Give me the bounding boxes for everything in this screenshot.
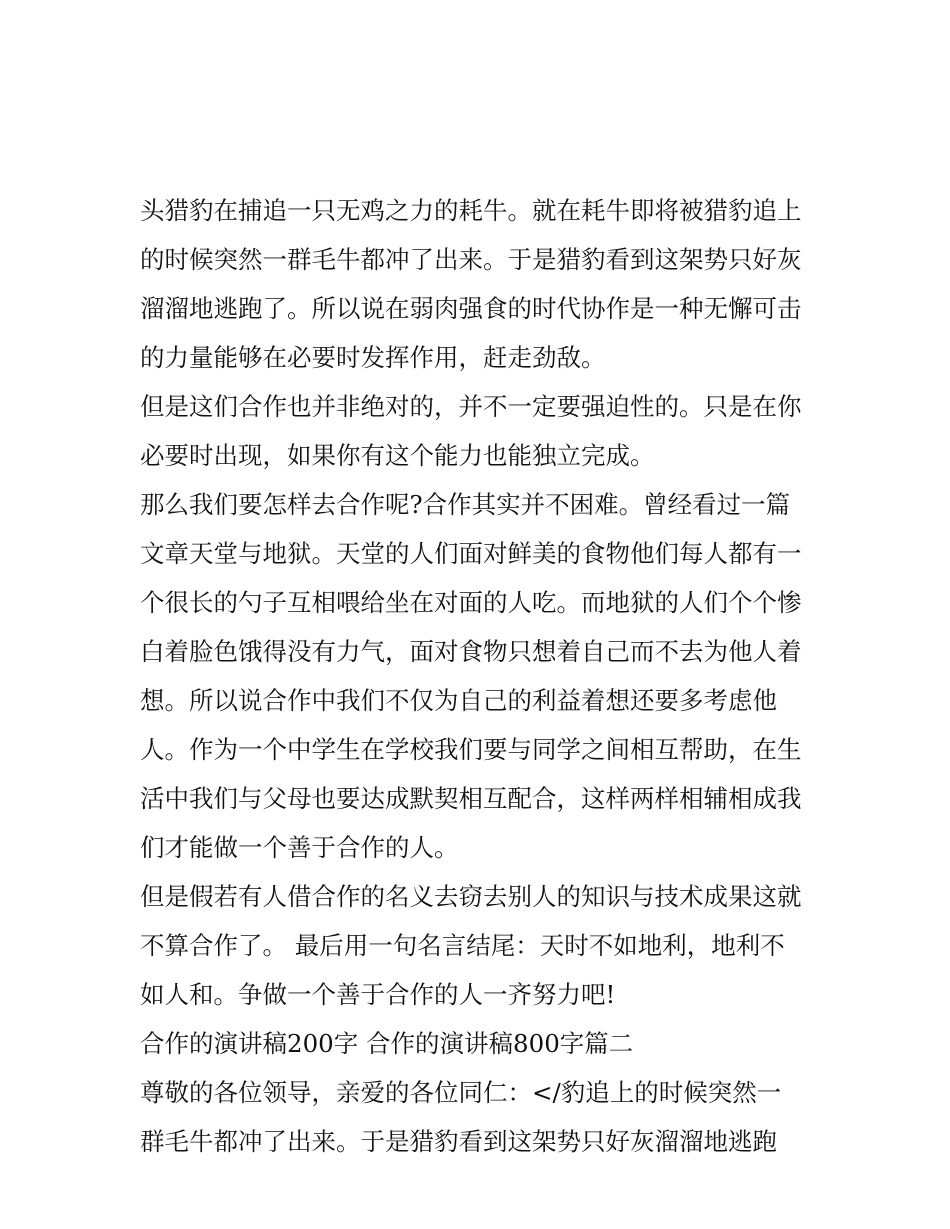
text-line: 如人和。争做一个善于合作的人一齐努力吧! xyxy=(140,980,616,1009)
text-line: 的力量能够在必要时发挥作用，赶走劲敌。 xyxy=(140,343,606,372)
text-line: 但是假若有人借合作的名义去窃去别人的知识与技术成果这就 xyxy=(140,882,802,911)
text-line: 不算合作了。 最后用一句名言结尾：天时不如地利，地利不 xyxy=(140,931,785,960)
section-heading: 合作的演讲稿200字 合作的演讲稿800字篇二 xyxy=(140,1029,634,1058)
text-line: 人。作为一个中学生在学校我们要与同学之间相互帮助，在生 xyxy=(140,735,802,764)
document-body xyxy=(140,186,820,1166)
text-line: 想。所以说合作中我们不仅为自己的利益着想还要多考虑他 xyxy=(140,686,777,715)
text-line: 头猎豹在捕追一只无鸡之力的耗牛。就在耗牛即将被猎豹追上 xyxy=(140,196,802,225)
text-line: 必要时出现，如果你有这个能力也能独立完成。 xyxy=(140,441,655,470)
text-line: 活中我们与父母也要达成默契相互配合，这样两样相辅相成我 xyxy=(140,784,802,813)
text-line: 尊敬的各位领导，亲爱的各位同仁：</豹追上的时候突然一 xyxy=(140,1078,782,1107)
text-line: 个很长的勺子互相喂给坐在对面的人吃。而地狱的人们个个惨 xyxy=(140,588,802,617)
text-line: 的时候突然一群毛牛都冲了出来。于是猎豹看到这架势只好灰 xyxy=(140,245,802,274)
text-line: 们才能做一个善于合作的人。 xyxy=(140,833,459,862)
text-line: 溜溜地逃跑了。所以说在弱肉强食的时代协作是一种无懈可击 xyxy=(140,294,802,323)
text-line: 那么我们要怎样去合作呢?合作其实并不困难。曾经看过一篇 xyxy=(140,490,791,519)
text-line: 白着脸色饿得没有力气，面对食物只想着自己而不去为他人着 xyxy=(140,637,802,666)
text-line: 但是这们合作也并非绝对的，并不一定要强迫性的。只是在你 xyxy=(140,392,802,421)
text-line: 群毛牛都冲了出来。于是猎豹看到这架势只好灰溜溜地逃跑 xyxy=(140,1127,777,1156)
text-line: 文章天堂与地狱。天堂的人们面对鲜美的食物他们每人都有一 xyxy=(140,539,802,568)
